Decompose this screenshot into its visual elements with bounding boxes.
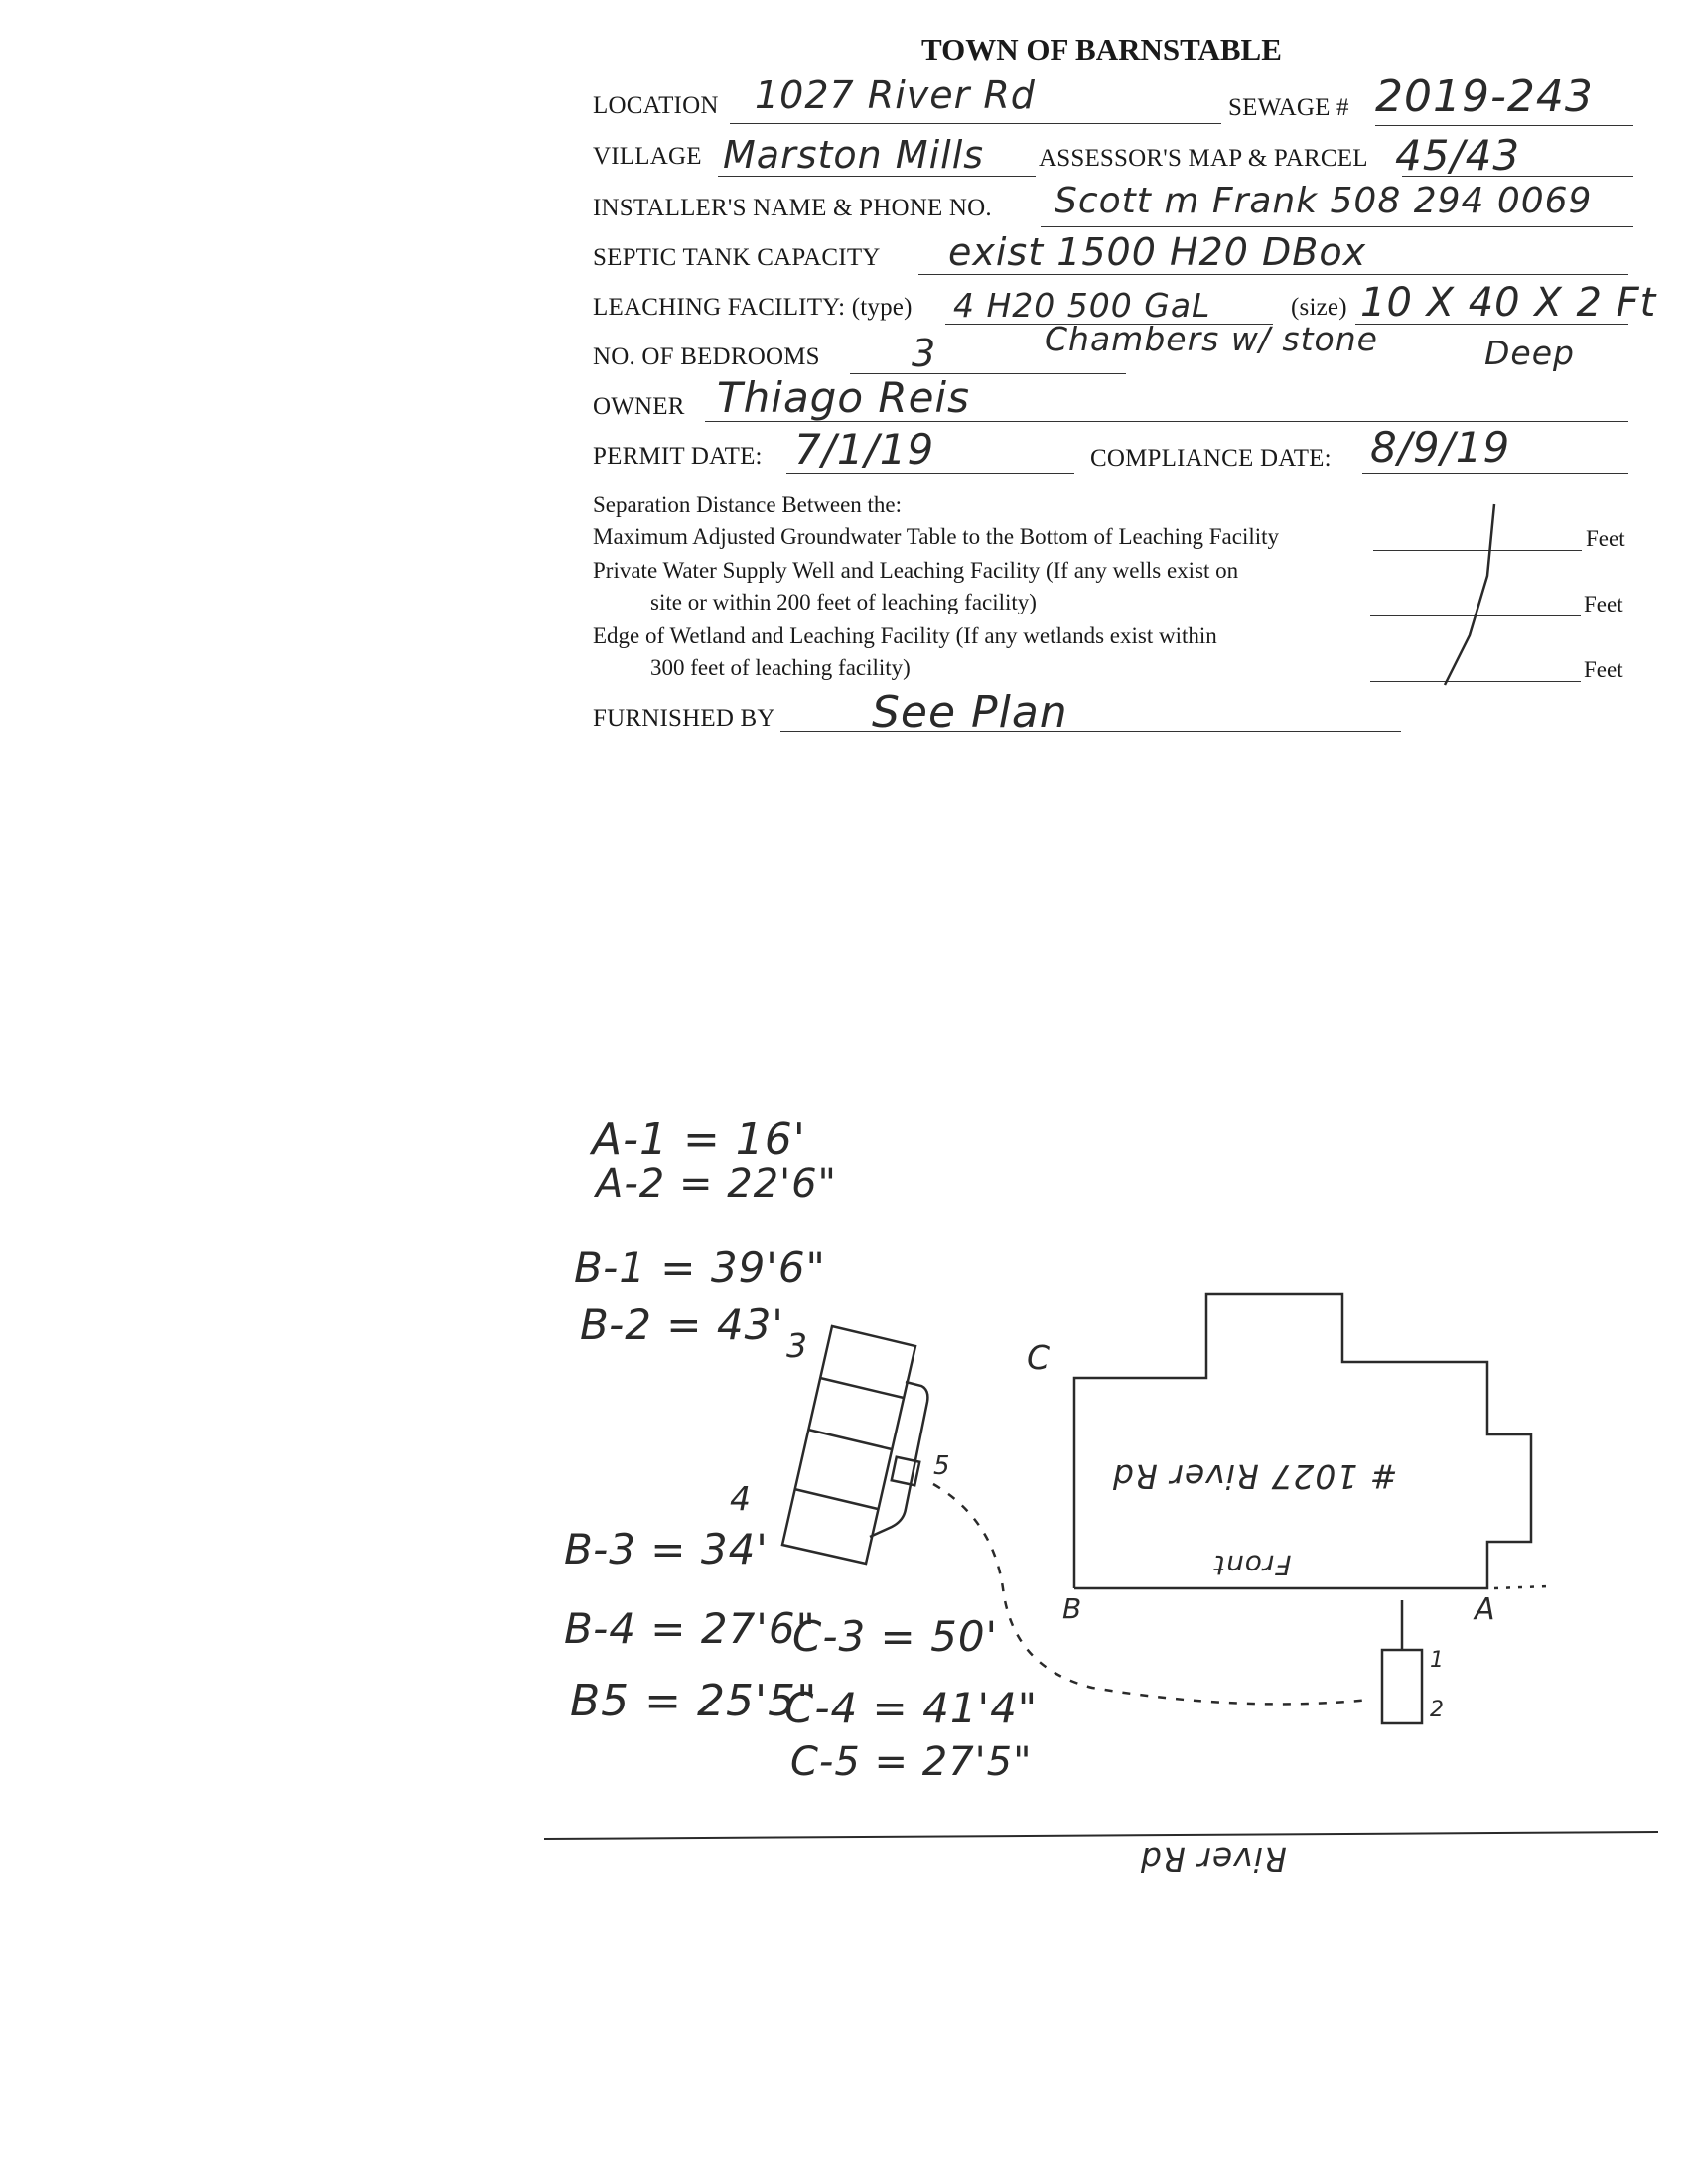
point-1-label: 1 bbox=[1430, 1648, 1445, 1673]
distribution-box bbox=[892, 1457, 919, 1485]
chamber-divider-3 bbox=[794, 1489, 878, 1509]
measurement-b5: B5 = 25'5" bbox=[570, 1676, 818, 1726]
point-5-label: 5 bbox=[933, 1451, 951, 1481]
point-a-label: A bbox=[1475, 1592, 1496, 1627]
septic-tank bbox=[1382, 1650, 1422, 1723]
measurement-a2: A-2 = 22'6" bbox=[596, 1161, 837, 1207]
chamber-divider-2 bbox=[808, 1430, 892, 1449]
permit-label: PERMIT DATE: bbox=[593, 443, 763, 470]
chamber-divider-1 bbox=[820, 1378, 904, 1398]
size-value: 10 X 40 X 2 Ft bbox=[1360, 280, 1657, 326]
location-label: LOCATION bbox=[593, 92, 719, 119]
separation-slash bbox=[1445, 504, 1494, 685]
street-label: River Rd bbox=[1140, 1841, 1287, 1879]
location-value: 1027 River Rd bbox=[755, 73, 1036, 117]
furnished-value: See Plan bbox=[872, 687, 1068, 738]
leaching-type-value-2: Chambers w/ stone bbox=[1045, 320, 1378, 358]
leaching-label: LEACHING FACILITY: (type) bbox=[593, 294, 913, 321]
map-parcel-label: ASSESSOR'S MAP & PARCEL bbox=[1039, 145, 1368, 172]
installer-label: INSTALLER'S NAME & PHONE NO. bbox=[593, 195, 992, 221]
point-b-label: B bbox=[1062, 1592, 1083, 1625]
village-label: VILLAGE bbox=[593, 143, 702, 170]
point-c-label: C bbox=[1027, 1338, 1052, 1377]
septic-value: exist 1500 H20 DBox bbox=[948, 230, 1367, 274]
septic-label: SEPTIC TANK CAPACITY bbox=[593, 244, 881, 271]
bedrooms-value: 3 bbox=[912, 332, 937, 375]
measurement-b3: B-3 = 34' bbox=[564, 1525, 769, 1573]
measurement-c5: C-5 = 27'5" bbox=[790, 1739, 1033, 1785]
point-2-label: 2 bbox=[1430, 1698, 1445, 1722]
separation-2-text-2: site or within 200 feet of leaching facility) bbox=[650, 590, 1037, 614]
map-parcel-value: 45/43 bbox=[1395, 131, 1521, 180]
size-label: (size) bbox=[1291, 294, 1347, 321]
bedrooms-label: NO. OF BEDROOMS bbox=[593, 343, 820, 370]
measurement-b2: B-2 = 43' bbox=[580, 1300, 784, 1349]
measurement-b1: B-1 = 39'6" bbox=[574, 1243, 826, 1292]
compliance-label: COMPLIANCE DATE: bbox=[1090, 445, 1332, 472]
separation-2-text: Private Water Supply Well and Leaching Facility (If any wells exist on bbox=[593, 558, 1239, 583]
sewage-value: 2019-243 bbox=[1375, 71, 1594, 122]
size-value-2: Deep bbox=[1484, 334, 1575, 372]
sewage-label: SEWAGE # bbox=[1228, 94, 1349, 121]
house-outline bbox=[1074, 1294, 1531, 1588]
separation-1-feet: Feet bbox=[1586, 526, 1625, 551]
village-value: Marston Mills bbox=[723, 133, 985, 177]
separation-heading: Separation Distance Between the: bbox=[593, 492, 903, 517]
owner-label: OWNER bbox=[593, 393, 685, 420]
pipe-line bbox=[933, 1484, 1370, 1704]
leaching-type-value: 4 H20 500 GaL bbox=[953, 286, 1211, 325]
separation-3-feet: Feet bbox=[1584, 657, 1623, 682]
point-3-label: 3 bbox=[786, 1326, 808, 1365]
compliance-value: 8/9/19 bbox=[1370, 423, 1511, 472]
measurement-a1: A-1 = 16' bbox=[592, 1114, 806, 1164]
front-extension bbox=[1494, 1586, 1549, 1588]
permit-value: 7/1/19 bbox=[794, 425, 935, 474]
measurement-b4: B-4 = 27'6" bbox=[564, 1604, 816, 1653]
measurement-c4: C-4 = 41'4" bbox=[784, 1684, 1039, 1732]
form-title: TOWN OF BARNSTABLE bbox=[921, 32, 1282, 67]
separation-1-text: Maximum Adjusted Groundwater Table to the Bottom of Leaching Facility bbox=[593, 524, 1280, 549]
house-address-label: # 1027 River Rd bbox=[1112, 1457, 1398, 1496]
owner-value: Thiago Reis bbox=[717, 373, 970, 422]
installer-value: Scott m Frank 508 294 0069 bbox=[1055, 181, 1593, 221]
separation-3-text-2: 300 feet of leaching facility) bbox=[650, 655, 911, 680]
furnished-label: FURNISHED BY bbox=[593, 705, 775, 732]
separation-2-feet: Feet bbox=[1584, 592, 1623, 616]
separation-3-text: Edge of Wetland and Leaching Facility (If any wetlands exist within bbox=[593, 623, 1217, 648]
street-line bbox=[544, 1832, 1658, 1839]
front-label: Front bbox=[1213, 1549, 1292, 1581]
measurement-c3: C-3 = 50' bbox=[792, 1612, 999, 1661]
point-4-label: 4 bbox=[730, 1479, 752, 1518]
